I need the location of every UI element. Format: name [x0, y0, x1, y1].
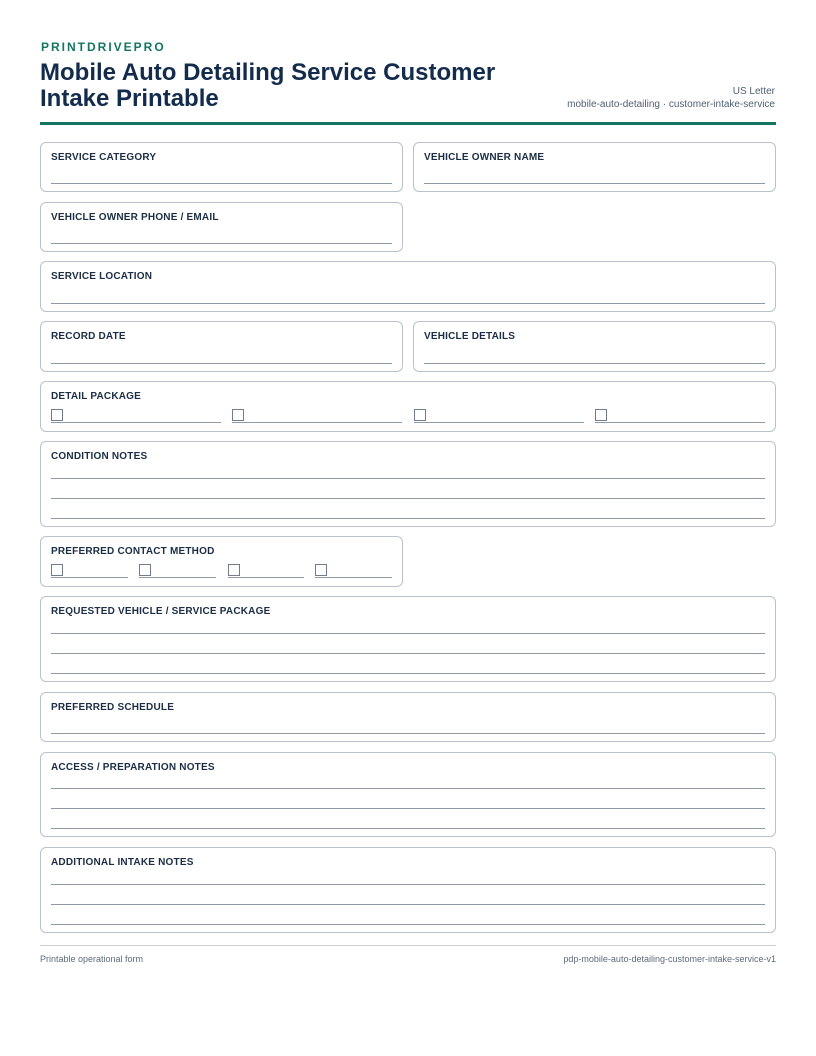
vehicle-details-label: VEHICLE DETAILS — [424, 331, 516, 342]
additional-intake-notes-line-1[interactable] — [51, 884, 765, 885]
detail-package-options — [51, 409, 765, 423]
access-preparation-notes-field — [40, 752, 776, 837]
preferred-schedule-field — [40, 692, 776, 742]
access-preparation-notes-line-1[interactable] — [51, 788, 765, 789]
service-location-label: SERVICE LOCATION — [51, 271, 153, 282]
condition-notes-line-1[interactable] — [51, 478, 765, 479]
checkbox-icon[interactable] — [414, 409, 426, 421]
record-date-label: RECORD DATE — [51, 331, 126, 342]
service-category-label: SERVICE CATEGORY — [51, 152, 157, 163]
requested-service-package-line-3[interactable] — [51, 673, 765, 674]
option-write-line[interactable] — [315, 577, 392, 578]
vehicle-owner-contact-input-line[interactable] — [51, 243, 392, 244]
condition-notes-line-2[interactable] — [51, 498, 765, 499]
page-title — [40, 60, 560, 112]
detail-package-option-1[interactable] — [51, 409, 221, 423]
preferred-contact-method-field — [40, 536, 403, 587]
option-write-line[interactable] — [139, 577, 216, 578]
additional-intake-notes-label: ADDITIONAL INTAKE NOTES — [51, 857, 194, 868]
checkbox-icon[interactable] — [139, 564, 151, 576]
checkbox-icon[interactable] — [51, 564, 63, 576]
record-date-field — [40, 321, 403, 372]
additional-intake-notes-line-2[interactable] — [51, 904, 765, 905]
vehicle-owner-contact-label: VEHICLE OWNER PHONE / EMAIL — [51, 212, 219, 223]
option-write-line[interactable] — [232, 422, 402, 423]
access-preparation-notes-line-2[interactable] — [51, 808, 765, 809]
checkbox-icon[interactable] — [232, 409, 244, 421]
document-slug: mobile-auto-detailing · customer-intake-service — [567, 99, 775, 110]
checkbox-icon[interactable] — [228, 564, 240, 576]
condition-notes-field — [40, 441, 776, 527]
contact-method-option-1[interactable] — [51, 564, 128, 578]
title-line-2: Intake Printable — [40, 85, 219, 112]
condition-notes-label: CONDITION NOTES — [51, 451, 148, 462]
checkbox-icon[interactable] — [315, 564, 327, 576]
brand-name: PRINTDRIVEPRO — [41, 40, 166, 54]
service-category-field — [40, 142, 403, 192]
checkbox-icon[interactable] — [595, 409, 607, 421]
access-preparation-notes-line-3[interactable] — [51, 828, 765, 829]
contact-method-option-3[interactable] — [228, 564, 305, 578]
detail-package-option-3[interactable] — [414, 409, 584, 423]
vehicle-details-input-line[interactable] — [424, 363, 765, 364]
option-write-line[interactable] — [51, 577, 128, 578]
record-date-input-line[interactable] — [51, 363, 392, 364]
contact-method-option-2[interactable] — [139, 564, 216, 578]
detail-package-field — [40, 381, 776, 432]
option-write-line[interactable] — [414, 422, 584, 423]
requested-service-package-label: REQUESTED VEHICLE / SERVICE PACKAGE — [51, 606, 271, 617]
requested-service-package-line-2[interactable] — [51, 653, 765, 654]
preferred-contact-method-options — [51, 564, 392, 578]
paper-size: US Letter — [732, 86, 775, 97]
vehicle-owner-name-label: VEHICLE OWNER NAME — [424, 152, 545, 163]
contact-method-option-4[interactable] — [315, 564, 392, 578]
access-preparation-notes-label: ACCESS / PREPARATION NOTES — [51, 762, 215, 773]
condition-notes-line-3[interactable] — [51, 518, 765, 519]
option-write-line[interactable] — [595, 422, 765, 423]
checkbox-icon[interactable] — [51, 409, 63, 421]
preferred-schedule-label: PREFERRED SCHEDULE — [51, 702, 175, 713]
vehicle-owner-contact-field — [40, 202, 403, 252]
vehicle-owner-name-field — [413, 142, 776, 192]
detail-package-option-2[interactable] — [232, 409, 402, 423]
vehicle-owner-name-input-line[interactable] — [424, 183, 765, 184]
additional-intake-notes-field — [40, 847, 776, 933]
requested-service-package-field — [40, 596, 776, 682]
service-category-input-line[interactable] — [51, 183, 392, 184]
preferred-contact-method-label: PREFERRED CONTACT METHOD — [51, 546, 215, 557]
option-write-line[interactable] — [51, 422, 221, 423]
service-location-input-line[interactable] — [51, 303, 765, 304]
service-location-field — [40, 261, 776, 312]
document-meta — [567, 85, 775, 111]
detail-package-option-4[interactable] — [595, 409, 765, 423]
detail-package-label: DETAIL PACKAGE — [51, 391, 142, 402]
footer-rule — [40, 945, 776, 946]
option-write-line[interactable] — [228, 577, 305, 578]
footer-form-type: Printable operational form — [40, 954, 144, 964]
additional-intake-notes-line-3[interactable] — [51, 924, 765, 925]
header-rule — [40, 122, 776, 125]
footer-form-id: pdp-mobile-auto-detailing-customer-intake-service-v1 — [563, 954, 776, 964]
preferred-schedule-input-line[interactable] — [51, 733, 765, 734]
vehicle-details-field — [413, 321, 776, 372]
requested-service-package-line-1[interactable] — [51, 633, 765, 634]
title-line-1: Mobile Auto Detailing Service Customer — [40, 59, 496, 86]
